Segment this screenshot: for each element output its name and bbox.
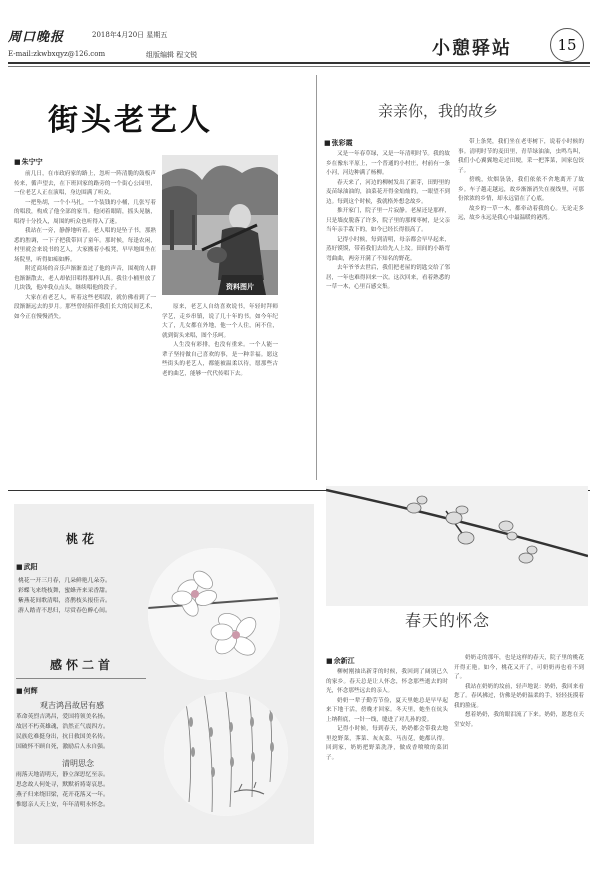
poem-line: 游人踏青不思归，尽赏春色醉心间。 [18,608,111,614]
street-performer-image [162,155,278,295]
page-number-badge: 15 [550,28,584,62]
paragraph: 奶奶走的那年，也是这样的春天，院子里的桃花开得正艳。如今，桃花又开了，可奶奶再也看不到了。 [454,655,584,680]
article3-photo [326,486,588,606]
poem-line: 思念故人何处寻，默默祈祷寄哀思。 [16,782,109,788]
poem2-title: 感怀二首 [50,658,115,672]
header-rule [8,62,590,64]
article1-col2 [162,303,278,473]
paragraph: 推开家门，院子里一片寂静。老屋还是那样，只是墙皮脱落了许多，院子里的那棵枣树，是父亲当年亲手栽下的，如今已经长得很高了。 [326,208,450,233]
poem-line: 雨落天地清明天，静立深思忆至亲。 [16,772,109,778]
article2-col1 [326,150,450,485]
poem-line: 燕子归来绕旧梁，花开花落又一年。 [16,792,109,798]
paragraph: 人生没有彩排，也没有重来。一个人能一辈子坚持做自己喜欢的事，是一种幸福。愿这些街头的老艺人，都能被温柔以待，愿那些古老的曲艺，能够一代代传唱下去。 [162,342,278,377]
poem-line: 惟愿亲人天上安，年年清明永怀念。 [16,802,109,808]
paragraph: 又是一年春草绿，又是一年清明时节。我的故乡在豫东平原上，一个普通的小村庄，村前有一条小河，河边种满了杨柳。 [326,151,450,176]
poem-line: 故居不朽英雄魂，浩然正气震四方。 [16,724,109,730]
issue-date: 2018年4月20日 星期五 [92,31,168,39]
article1-col1 [14,170,156,472]
peach-blossom-image [148,548,280,680]
paragraph: 我站在一旁，静静地听着。老人唱的是坠子书，那熟悉的腔调，一下子把我带回了童年。那时候，每逢农闲，村里就会来说书的艺人，大家搬着小板凳，早早地围坐在场院里，听得如痴如醉。 [14,228,156,263]
poem-line: 民族危难挺身出，抗日救国美名传。 [16,734,109,740]
paragraph: 一把坠胡，一个小马扎，一个装钱的小桶，几张写着的唱段，构成了他全部的家当。他闭着眼睛，摇头晃脑，唱得十分投入，周围的听众也听得入了迷。 [14,199,156,225]
article2-col2 [458,138,584,483]
editor-credit: 组版编辑 程文锐 [146,51,198,59]
article3-title: 春天的怀念 [405,611,491,630]
peach-blossom-illustration [148,548,280,680]
paragraph: 柳树刚抽出新芽的时候，我回到了阔别已久的家乡。春天总是让人怀念，怀念那些逝去的时光，怀念那些远去的亲人。 [326,669,448,694]
photo-caption: 资料图片 [226,282,254,291]
poem-line: 革命英烈吉鸿昌，爱国将领美名扬。 [16,714,109,720]
paragraph: 记得小时候，每到清明，母亲都会早早起来，蒸好馍馍，带着我们去给先人上坟。田间的小路弯弯曲曲，两旁开满了不知名的野花。 [326,236,450,262]
paragraph: 春天来了，河边的柳树发出了新芽，田野里的麦苗绿油油的，油菜花开得金灿灿的，一眼望不到边。每到这个时候，我就格外想念故乡。 [326,179,450,205]
article3-col2 [454,654,584,880]
poem2-body-1 [16,712,150,752]
section-title: 小憩驿站 [432,38,512,59]
paragraph: 前几日，在市政府家的路上，忽听一阵清脆的鼓板声传来，循声望去，在下班回家的路旁的一个街心公园里，一位老艺人正在演唱，身边围满了听众。 [14,171,156,196]
paragraph: 想着奶奶，我的眼泪流了下来。奶奶，愿您在天堂安好。 [454,712,584,728]
article2-byline: ■ 张彩霞 [324,138,353,148]
poem-line: 桃花一开三月春，几朵鲜艳几朵芬。 [18,578,111,584]
column-divider [316,75,317,480]
paragraph: 奶奶一辈子勤劳节俭，夏天里她总是早早起来下地干活，傍晚才回家。冬天里，她坐在炕头上纳鞋底，一针一线，缝进了对儿孙的爱。 [326,697,448,723]
contact-email[interactable]: E-mail:zkwbxqyz@126.com [8,50,106,58]
poem-line: 紫燕花间歌清唱，喜鹊枝头报佳音。 [18,598,111,604]
poem-line: 国破怀不顾自死，激励后人永自强。 [16,744,109,750]
paragraph: 傍晚，炊烟袅袅，我们依依不舍地离开了故乡。车子越走越远，故乡渐渐消失在视线里，可那份浓浓的乡情，却永远留在了心底。 [458,177,584,202]
paragraph: 大家在看老艺人，听着这些老唱段，就仿佛看到了一段渐渐远去的岁月。那些曾经陪伴我们长大的民间艺术，如今正在慢慢消失。 [14,294,156,320]
poem-line: 彩蝶飞来绕枝舞，蜜蜂齐来采香甜。 [18,588,111,594]
willow-branch-image [164,692,288,816]
paragraph: 原来，老艺人自幼喜欢说书，年轻时拜师学艺，走乡串镇，说了几十年的书。如今年纪大了，儿女都在外地，他一个人住，闲不住，就到街头来唱，图个乐呵。 [162,304,278,339]
header-rule-thin [8,66,590,67]
poem1-byline: ■ 武阳 [16,562,38,572]
spring-branch-image [326,486,588,606]
poem-divider [16,678,146,679]
paragraph: 去年爷爷去世后，我们把老屋的钥匙交给了邻居，一年也难得回来一次。这次回来，看着熟悉的一草一木，心里百感交集。 [326,265,450,290]
paragraph: 附近商场的音乐声渐渐盖过了他的声音，围观的人群也渐渐散去，老人却依旧唱得那样认真。我往小桶里放了几块钱，他冲我点点头，继续唱他的段子。 [14,266,156,291]
poem2-body-2 [16,770,150,810]
paragraph: 带上条凳，我们坐在老枣树下，说着小时候的事。清明时节的麦田里，青草绿油油，虫鸣鸟叫，我们小心翼翼地走过田埂，采一把荠菜，回家包饺子。 [458,139,584,174]
poem2-subtitle-2: 清明思念 [62,759,94,768]
paragraph: 记得小时候，每到春天，奶奶都会带我去地里挖野菜，荠菜、灰灰菜、马齿苋，她都认得。回到家，奶奶把野菜洗净，做成香喷喷的菜团子。 [326,726,448,761]
poem1-body [18,576,146,616]
masthead-logo: 周口晚报 [8,30,65,45]
poem1-title: 桃花 [66,532,99,546]
poetry-panel [14,504,314,844]
paragraph: 故乡的一草一木，都牵动着我的心。无论走多远，故乡永远是我心中最温暖的港湾。 [458,205,584,221]
poem2-subtitle-1: 观吉鸿昌故居有感 [40,701,104,710]
article2-title: 亲亲你，我的故乡 [378,102,499,120]
article1-byline: ■ 朱宁宁 [14,157,43,167]
article3-col1 [326,668,448,880]
article1-title: 街头老艺人 [48,103,213,138]
article1-photo [162,155,278,295]
willow-illustration [164,692,288,816]
poem2-byline: ■ 何辉 [16,686,38,696]
paragraph: 我站在奶奶的坟前，轻声地说：奶奶，我回来看您了。春风拂过，仿佛是奶奶温柔的手，轻轻抚摸着我的脸庞。 [454,683,584,709]
article3-byline: ■ 余新江 [326,656,355,666]
